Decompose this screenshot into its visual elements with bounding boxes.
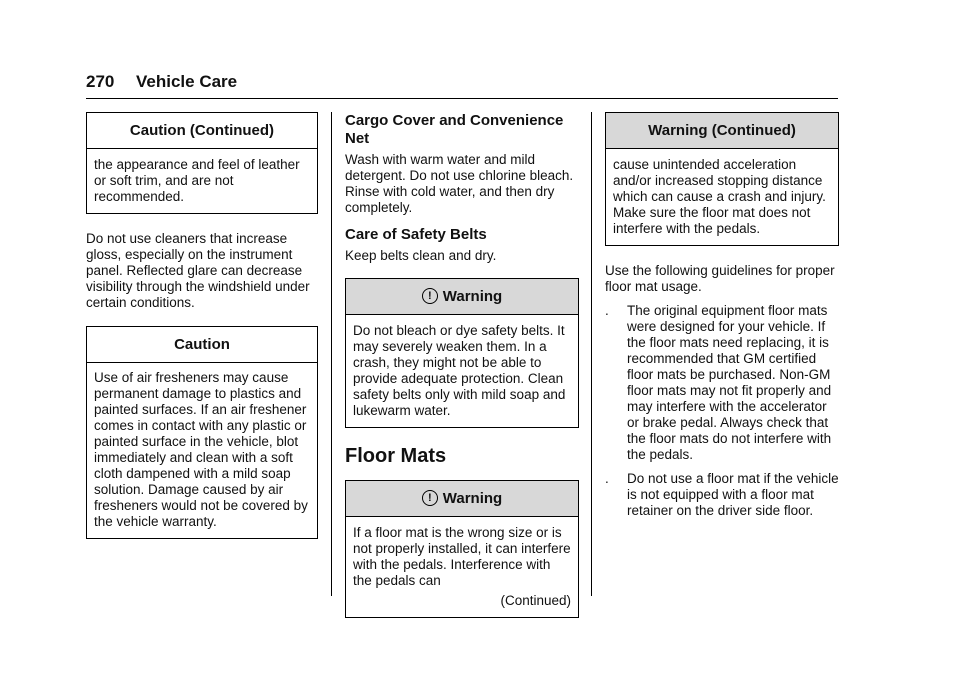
box-body: If a floor mat is the wrong size or is not properly installed, it can interfere with the pedals. Interference with the pedals can — [353, 525, 571, 588]
list-item: . Do not use a floor mat if the vehicle is not equipped with a floor mat retainer on the driver side floor. — [605, 471, 839, 518]
column-left — [86, 112, 318, 539]
list-item: . The original equipment floor mats were designed for your vehicle. If the floor mats need replacing, it is recommended that GM certified floor mats be purchased. Non-GM floor mats may not fit properly and may interfere with the accelerator or brake pedal. Always check that the floor mats do not interfere with the pedals. — [605, 303, 832, 462]
warning-circle-icon: ! — [422, 288, 438, 304]
mats-intro: Use the following guidelines for proper floor mat usage. — [605, 263, 835, 294]
warning-continued-box — [605, 112, 839, 246]
column-divider — [591, 112, 592, 596]
box-body: Do not bleach or dye safety belts. It may severely weaken them. In a crash, they might not be able to provide adequate protection. Clean safety belts only with mild soap and lukewarm water. — [353, 323, 566, 418]
belts-heading: Care of Safety Belts — [345, 226, 487, 243]
box-title: ! Warning — [346, 279, 578, 315]
cargo-text: Wash with warm water and mild detergent. Do not use chlorine bleach. Rinse with cold water, and then dry completely. — [345, 152, 574, 215]
box-body: the appearance and feel of leather or soft trim, and are not recommended. — [94, 157, 300, 204]
mats-guidelines-list — [605, 303, 839, 519]
floor-mats-heading: Floor Mats — [345, 445, 447, 467]
box-title: Warning (Continued) — [606, 113, 838, 149]
cargo-heading: Cargo Cover and Convenience Net — [345, 112, 564, 147]
continued-label: (Continued) — [500, 593, 571, 608]
caution-box — [86, 326, 318, 539]
box-title: Caution (Continued) — [87, 113, 317, 149]
page-number: 270 — [86, 72, 115, 91]
column-right — [605, 112, 839, 519]
box-title: Caution — [87, 327, 317, 363]
belts-text: Keep belts clean and dry. — [345, 248, 497, 263]
box-title: ! Warning — [346, 481, 578, 517]
mats-warning-box — [345, 480, 579, 618]
column-divider — [331, 112, 332, 596]
section-title: Vehicle Care — [136, 72, 238, 91]
belts-warning-box — [345, 278, 579, 428]
warning-circle-icon: ! — [422, 490, 438, 506]
header-rule — [86, 98, 838, 99]
box-body: cause unintended acceleration and/or increased stopping distance which can cause a crash and injury. Make sure the floor mat does not interfere with the pedals. — [613, 157, 826, 236]
paragraph: Do not use cleaners that increase gloss, especially on the instrument panel. Reflected glare can decrease visibility through the windshield under certain conditions. — [86, 231, 310, 310]
page-header — [86, 72, 237, 92]
box-body: Use of air fresheners may cause permanent damage to plastics and painted surfaces. If an air freshener comes in contact with any plastic or painted surface in the vehicle, blot immediately and clean with a soft cloth dampened with a mild soap solution. Damage caused by air fresheners would not be covered by the vehicle warranty. — [94, 370, 308, 529]
column-middle — [345, 112, 579, 618]
caution-continued-box — [86, 112, 318, 214]
